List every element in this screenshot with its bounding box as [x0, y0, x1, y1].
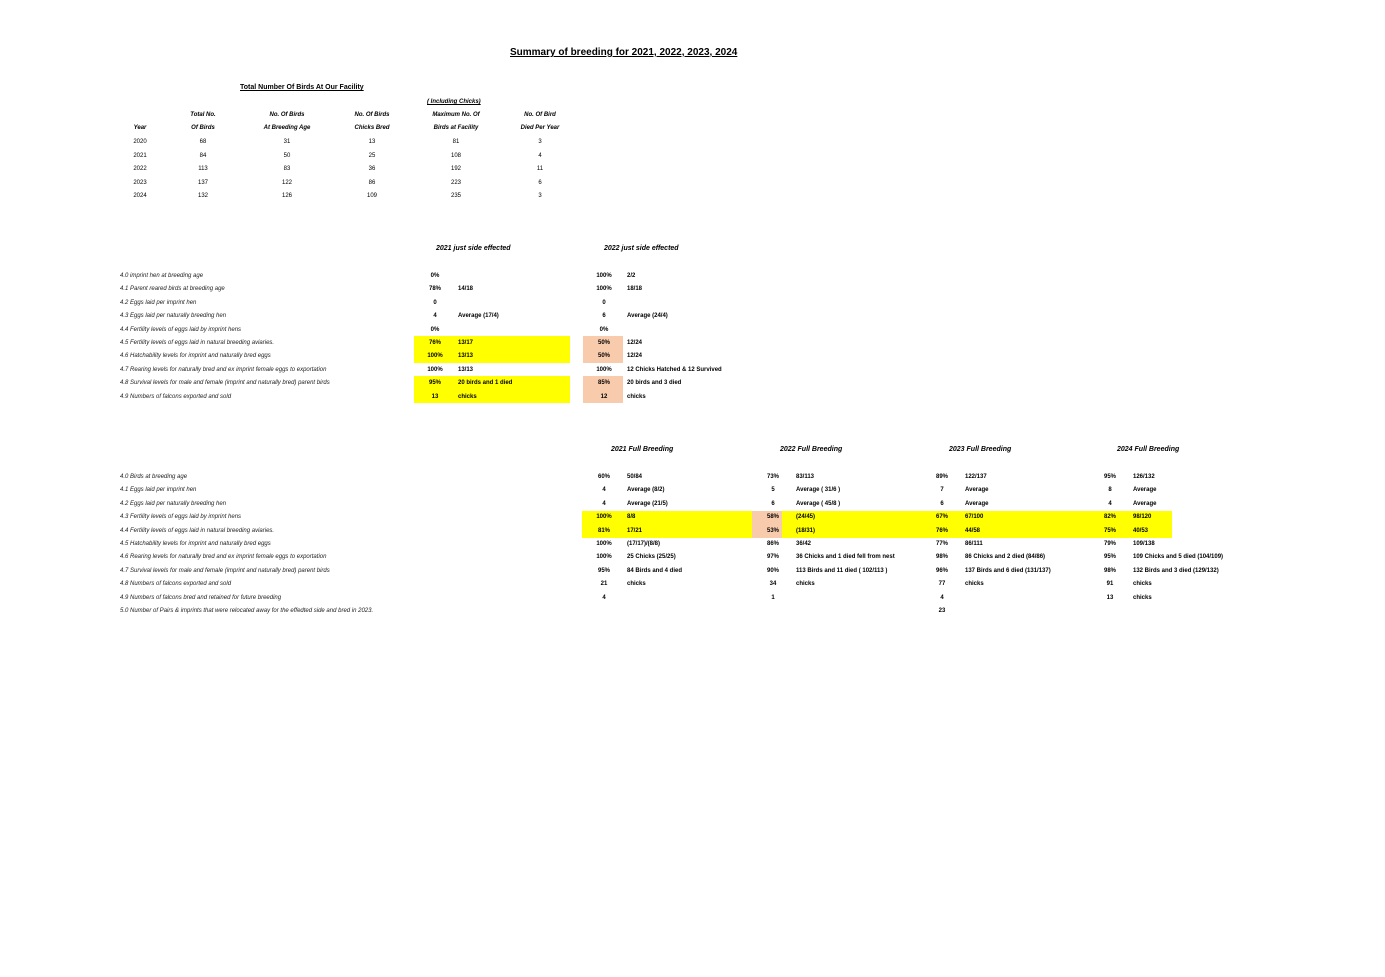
side-row-label: 4.2 Eggs laid per imprint hen [120, 299, 197, 306]
totals-cell: 113 [198, 166, 208, 172]
totals-header-line1: No. Of Birds [269, 112, 305, 118]
full-header: 2021 Full Breeding [611, 446, 674, 453]
totals-cell: 109 [366, 193, 377, 199]
full-c2023-percent: 76% [935, 527, 948, 534]
full-header: 2022 Full Breeding [780, 446, 843, 453]
side-2022-percent: 6 [602, 313, 606, 320]
side-2021-value: chicks [458, 393, 477, 400]
side-header-2022: 2022 just side effected [604, 245, 679, 252]
full-c2023-value: 67/100 [965, 514, 984, 521]
totals-cell: 83 [283, 166, 291, 172]
full-c2023-percent: 77 [938, 581, 946, 588]
full-c2022-value: Average ( 45/8 ) [796, 500, 841, 507]
side-row-label: 4.5 Fertility levels of eggs laid in natural breeding aviaries. [120, 340, 275, 346]
full-c2022-value: 36 Chicks and 1 died fell from nest [796, 554, 895, 561]
side-2022-value: 12/24 [627, 340, 643, 346]
side-2021-percent: 100% [427, 353, 443, 360]
full-c2024-percent: 95% [1103, 474, 1116, 480]
side-row-label: 4.1 Parent reared birds at breeding age [120, 286, 225, 293]
full-c2021-percent: 4 [602, 487, 606, 494]
full-c2023-percent: 23 [938, 608, 946, 614]
totals-header-line2: Year [133, 125, 147, 131]
full-c2021-percent: 81% [597, 527, 610, 534]
full-c2021-value: 8/8 [627, 514, 636, 521]
full-c2021-percent: 60% [597, 474, 610, 480]
full-c2024-percent: 75% [1103, 527, 1116, 534]
totals-cell: 2022 [133, 166, 147, 172]
full-c2021-percent: 21 [600, 581, 608, 588]
full-c2023-value: 122/137 [965, 474, 987, 480]
full-c2021-percent: 100% [596, 554, 612, 561]
totals-header-line2: Of Birds [191, 125, 215, 131]
full-c2023-percent: 6 [940, 500, 944, 507]
full-c2024-percent: 82% [1103, 514, 1116, 521]
side-2022-value: 18/18 [627, 286, 643, 293]
full-c2021-percent: 95% [597, 567, 610, 574]
full-c2022-value: 113 Birds and 11 died ( 102/113 ) [796, 567, 888, 574]
totals-cell: 25 [368, 152, 376, 159]
full-row-label: 4.3 Fertility levels of eggs laid by imprint hens [120, 514, 242, 521]
full-c2024-value: 40/53 [1133, 527, 1149, 534]
totals-cell: 13 [368, 139, 376, 145]
totals-cell: 86 [368, 179, 376, 186]
full-c2022-value: 36/42 [796, 541, 812, 547]
totals-cell: 50 [283, 152, 291, 159]
totals-cell: 2024 [133, 193, 147, 199]
full-row-label: 4.4 Fertility levels of eggs laid in natural breeding aviaries. [120, 527, 275, 534]
full-c2024-value: 126/132 [1133, 474, 1155, 480]
full-c2021-percent: 100% [596, 514, 612, 521]
side-2022-value: chicks [627, 393, 646, 400]
full-c2022-percent: 34 [769, 581, 777, 588]
full-c2023-percent: 98% [935, 554, 948, 561]
totals-cell: 126 [281, 193, 292, 199]
side-2022-percent: 100% [596, 366, 612, 373]
full-c2023-value: Average [965, 487, 989, 494]
full-c2022-value: Average ( 31/6 ) [796, 487, 841, 494]
full-c2023-percent: 4 [940, 594, 944, 601]
full-row-label: 4.5 Hatchability levels for imprint and naturally bred eggs [120, 541, 271, 547]
totals-header-line1: Maximum No. Of [432, 112, 480, 118]
side-2021-percent: 0% [430, 326, 440, 333]
side-2021-percent: 4 [433, 313, 437, 320]
full-c2022-percent: 90% [766, 567, 779, 574]
side-2021-percent: 0% [430, 273, 440, 279]
side-2022-value: 12/24 [627, 353, 643, 360]
side-2021-percent: 95% [428, 380, 441, 387]
full-c2024-value: chicks [1133, 594, 1152, 601]
totals-cell: 2021 [133, 152, 147, 159]
side-row-label: 4.9 Numbers of falcons exported and sold [120, 393, 232, 400]
totals-cell: 68 [199, 139, 207, 145]
full-c2023-percent: 7 [940, 487, 944, 494]
totals-cell: 11 [536, 166, 544, 172]
full-header: 2023 Full Breeding [949, 446, 1012, 453]
full-c2021-value: Average (8/2) [627, 487, 665, 494]
totals-header-line2: At Breeding Age [263, 125, 311, 131]
side-row-label: 4.6 Hatchability levels for imprint and naturally bred eggs [120, 353, 271, 360]
full-c2023-value: 137 Birds and 6 died (131/137) [965, 567, 1051, 574]
full-row-label: 4.9 Numbers of falcons bred and retained for future breeding [120, 594, 282, 601]
full-header: 2024 Full Breeding [1117, 446, 1180, 453]
full-c2021-percent: 4 [602, 594, 606, 601]
full-c2022-percent: 86% [766, 541, 779, 547]
side-row-label: 4.3 Eggs laid per naturally breeding hen [120, 313, 227, 320]
side-2022-percent: 0% [599, 326, 609, 333]
totals-cell: 2023 [133, 179, 147, 186]
full-row-label: 5.0 Number of Pairs & imprints that were relocated away for the effedted side and bred in 2023. [120, 608, 374, 614]
full-c2023-value: 86/111 [965, 541, 983, 547]
side-2022-percent: 100% [596, 286, 612, 293]
full-row-label: 4.7 Survival levels for male and female (imprint and naturally bred) parent birds [120, 567, 330, 574]
totals-header-line2: Birds at Facility [433, 125, 479, 131]
full-c2022-value: chicks [796, 581, 815, 588]
full-c2024-value: Average [1133, 487, 1157, 494]
full-c2023-percent: 96% [935, 567, 948, 574]
full-c2023-value: 86 Chicks and 2 died (84/86) [965, 554, 1046, 561]
full-c2021-percent: 4 [602, 500, 606, 507]
totals-cell: 84 [199, 152, 207, 159]
totals-cell: 31 [283, 139, 291, 145]
side-2022-percent: 50% [597, 353, 610, 360]
full-c2022-percent: 53% [766, 527, 779, 534]
full-c2022-value: (18/31) [796, 527, 816, 534]
totals-cell: 3 [538, 139, 542, 145]
full-c2024-percent: 95% [1103, 554, 1116, 561]
full-c2024-percent: 4 [1108, 500, 1112, 507]
totals-header-line1: Total No. [190, 112, 216, 118]
side-2021-value: 13/17 [458, 340, 474, 346]
full-row-label: 4.2 Eggs laid per naturally breeding hen [120, 500, 227, 507]
totals-header-line1: No. Of Bird [524, 112, 556, 118]
full-c2022-value: (24/45) [796, 514, 816, 521]
totals-heading: Total Number Of Birds At Our Facility [240, 84, 364, 91]
full-c2022-percent: 1 [771, 594, 775, 601]
full-c2021-value: Average (21/5) [627, 500, 668, 507]
full-c2022-percent: 5 [771, 487, 775, 494]
full-c2021-value: (17/17)/(8/8) [627, 541, 661, 547]
totals-cell: 3 [538, 193, 542, 199]
full-c2024-percent: 98% [1103, 567, 1116, 574]
side-2021-value: 13/13 [458, 353, 474, 360]
full-c2023-value: Average [965, 500, 989, 507]
totals-cell: 2020 [133, 139, 147, 145]
totals-cell: 81 [452, 139, 460, 145]
side-2022-percent: 0 [602, 299, 606, 306]
side-2021-percent: 76% [428, 340, 441, 346]
full-c2022-percent: 58% [766, 514, 779, 521]
full-c2022-percent: 97% [766, 554, 779, 561]
side-2022-percent: 100% [596, 273, 612, 279]
full-c2024-value: Average [1133, 500, 1157, 507]
side-2022-percent: 85% [597, 380, 610, 387]
side-2021-value: 20 birds and 1 died [458, 380, 513, 387]
side-2021-value: Average (17/4) [458, 313, 499, 320]
full-c2024-percent: 79% [1103, 541, 1116, 547]
full-c2022-value: 83/113 [796, 474, 815, 480]
side-row-label: 4.7 Rearing levels for naturally bred and ex imprint female eggs to exportation [120, 366, 327, 373]
side-2022-value: 2/2 [627, 273, 636, 279]
side-2021-percent: 13 [431, 393, 439, 400]
full-c2022-percent: 6 [771, 500, 775, 507]
totals-header-line2: Died Per Year [520, 125, 560, 131]
full-c2021-value: 50/84 [627, 474, 643, 480]
totals-cell: 122 [281, 179, 292, 186]
full-c2024-value: 109/138 [1133, 541, 1155, 547]
totals-cell: 6 [538, 179, 542, 186]
full-c2023-percent: 77% [935, 541, 948, 547]
side-2021-percent: 100% [427, 366, 443, 373]
full-row-label: 4.8 Numbers of falcons exported and sold [120, 581, 232, 588]
totals-cell: 223 [450, 179, 461, 186]
side-row-label: 4.4 Fertility levels of eggs laid by imprint hens [120, 326, 242, 333]
side-2022-value: Average (24/4) [627, 313, 668, 320]
full-row-label: 4.6 Rearing levels for naturally bred and ex imprint female eggs to exportation [120, 554, 327, 561]
totals-cell: 132 [197, 193, 208, 199]
totals-header-line1: No. Of Birds [354, 112, 390, 118]
side-2022-value: 20 birds and 3 died [627, 380, 682, 387]
side-2021-value: 14/18 [458, 286, 474, 293]
full-c2021-value: chicks [627, 581, 646, 588]
full-c2022-percent: 73% [766, 474, 779, 480]
full-c2024-value: 109 Chicks and 5 died (104/109) [1133, 554, 1224, 561]
full-c2023-value: 44/58 [965, 527, 981, 534]
totals-cell: 108 [450, 152, 461, 159]
side-2021-percent: 78% [428, 286, 441, 293]
page-title: Summary of breeding for 2021, 2022, 2023, 2024 [510, 47, 738, 58]
side-row-label: 4.8 Survival levels for male and female (imprint and naturally bred) parent birds [120, 380, 330, 387]
side-2021-value: 13/13 [458, 366, 474, 373]
full-c2021-value: 17/21 [627, 527, 643, 534]
totals-header-line2: Chicks Bred [354, 125, 390, 131]
full-c2023-value: chicks [965, 581, 984, 588]
totals-note: ( Including Chicks) [427, 99, 481, 105]
full-c2024-percent: 13 [1106, 594, 1114, 601]
full-c2024-value: 98/120 [1133, 514, 1152, 521]
totals-cell: 36 [368, 166, 376, 172]
full-c2024-value: 132 Birds and 3 died (129/132) [1133, 567, 1219, 574]
full-c2024-percent: 8 [1108, 487, 1112, 494]
side-2022-percent: 12 [600, 393, 608, 400]
full-c2024-percent: 91 [1106, 581, 1114, 588]
totals-cell: 192 [450, 166, 461, 172]
side-2021-percent: 0 [433, 299, 437, 306]
side-header-2021: 2021 just side effected [436, 245, 511, 252]
full-c2021-percent: 100% [596, 541, 612, 547]
totals-cell: 137 [197, 179, 208, 186]
full-c2023-percent: 67% [935, 514, 948, 521]
totals-cell: 4 [538, 152, 542, 159]
side-2022-percent: 50% [597, 340, 610, 346]
full-c2021-value: 25 Chicks (25/25) [627, 554, 676, 561]
totals-cell: 235 [450, 193, 461, 199]
full-row-label: 4.0 Birds at breeding age [120, 474, 188, 480]
side-row-label: 4.0 imprint hen at breeding age [120, 273, 204, 279]
full-c2023-percent: 89% [935, 474, 948, 480]
full-row-label: 4.1 Eggs laid per imprint hen [120, 487, 197, 494]
full-c2024-value: chicks [1133, 581, 1152, 588]
side-2022-value: 12 Chicks Hatched & 12 Survived [627, 366, 722, 373]
full-c2021-value: 84 Birds and 4 died [627, 567, 683, 574]
